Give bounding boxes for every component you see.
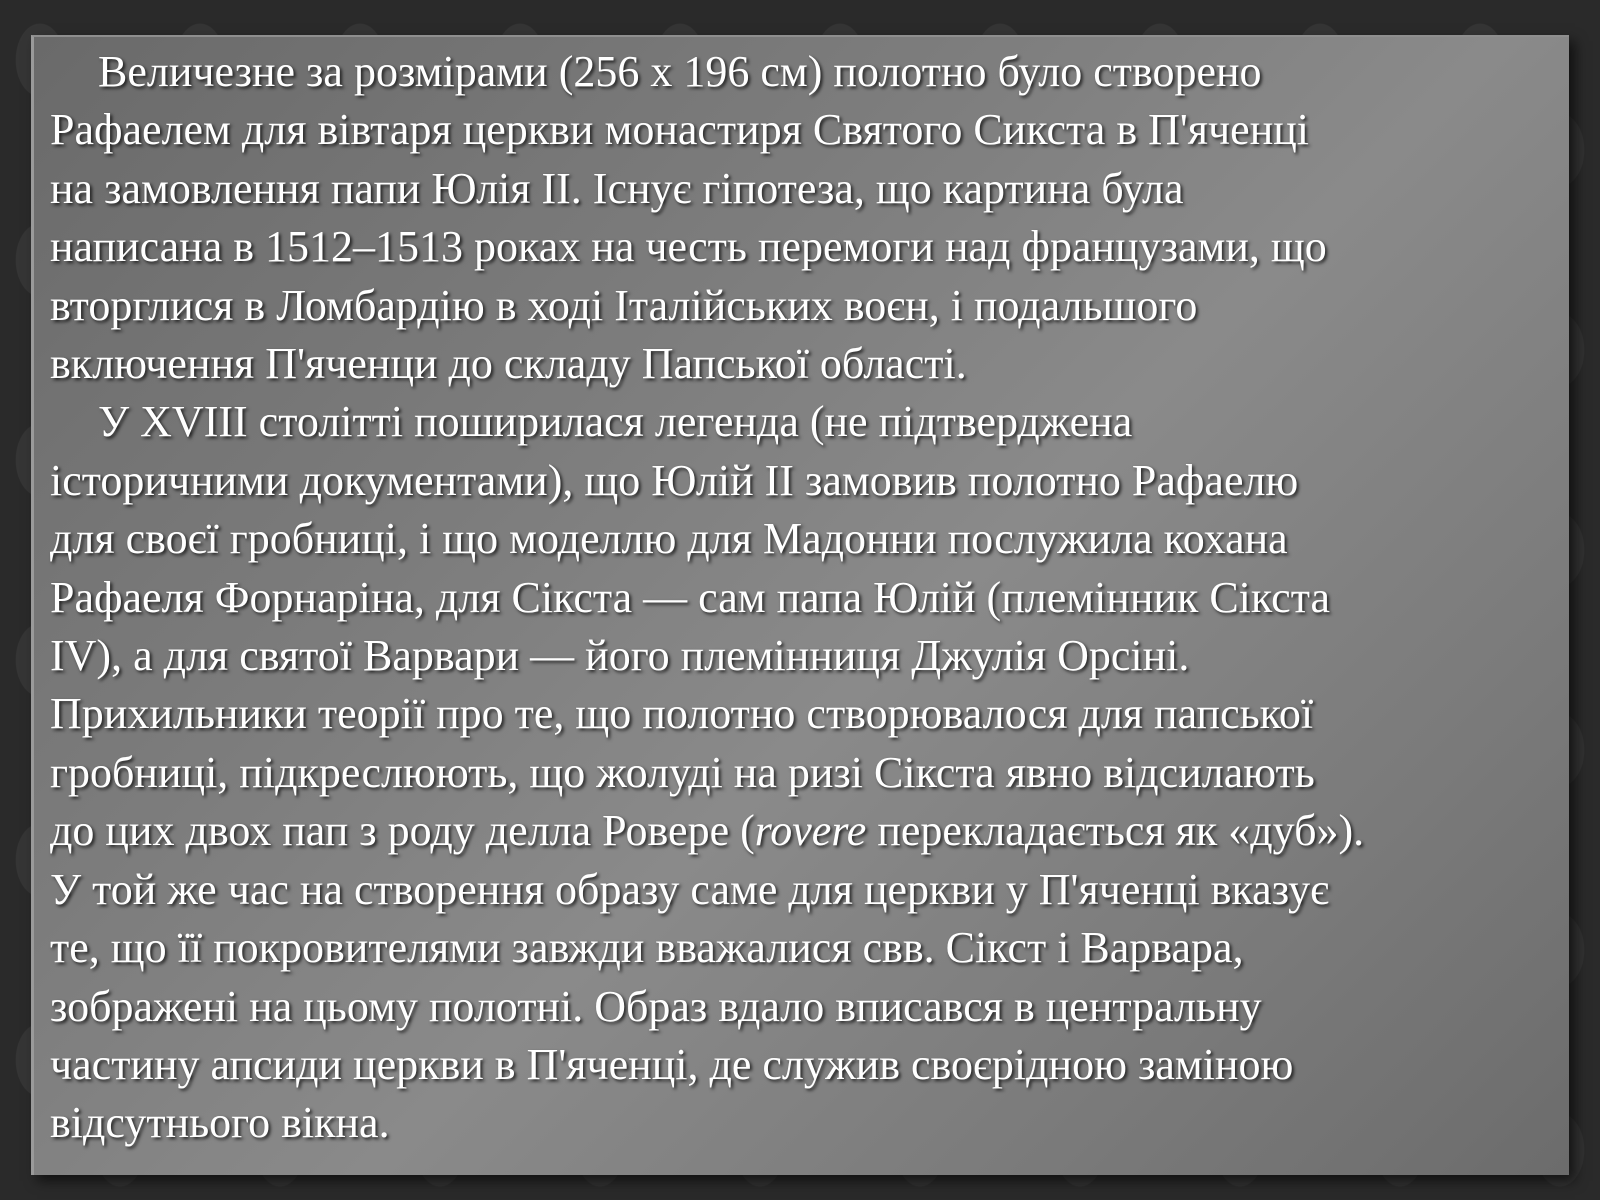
text-line: те, що її покровителями завжди вважалися свв. Сікст і Варвара, <box>50 923 1244 973</box>
text-line: включення П'яченци до складу Папської області. <box>50 339 967 389</box>
text-line: Рафаеля Форнаріна, для Сікста — сам папа Юлій (племінник Сікста <box>50 572 1330 622</box>
italic-term: rovere <box>754 806 867 856</box>
text-line: Прихильники теорії про те, що полотно створювалося для папської <box>50 689 1314 739</box>
text-line: Величезне за розмірами (256 х 196 см) полотно було створено <box>98 47 1262 96</box>
text-panel <box>31 35 1569 1175</box>
text-line: зображені на цьому полотні. Образ вдало вписався в центральну <box>50 981 1262 1031</box>
text-line: написана в 1512–1513 роках на честь перемоги над французами, що <box>50 222 1327 272</box>
text-line: У XVIII столітті поширилася легенда (не підтверджена <box>98 397 1133 447</box>
text-line: відсутнього вікна. <box>50 1098 390 1148</box>
text-line: на замовлення папи Юлія II. Існує гіпотеза, що картина була <box>50 163 1184 213</box>
text-line: гробниці, підкреслюють, що жолуді на ризі Сікста явно відсилають <box>50 747 1315 797</box>
text-line: для своєї гробниці, і що моделлю для Мадонни послужила кохана <box>50 514 1288 564</box>
text-line: У той же час на створення образу саме для церкви у П'яченці вказує <box>50 864 1330 914</box>
text-line: Рафаелем для вівтаря церкви монастиря Святого Сикста в П'яченці <box>50 105 1310 155</box>
body-text <box>50 43 1549 1153</box>
text-line: історичними документами), що Юлій II замовив полотно Рафаелю <box>50 455 1299 505</box>
text-line: частину апсиди церкви в П'яченці, де служив своєрідною заміною <box>50 1039 1294 1089</box>
text-line: IV), а для святої Варвари — його племінниця Джулія Орсіні. <box>50 631 1190 681</box>
text-line-end: перекладається як «дуб»). <box>866 806 1365 856</box>
text-line: вторглися в Ломбардію в ході Італійських воєн, і подальшого <box>50 280 1198 330</box>
text-line-start: до цих двох пап з роду делла Ровере ( <box>50 806 755 856</box>
